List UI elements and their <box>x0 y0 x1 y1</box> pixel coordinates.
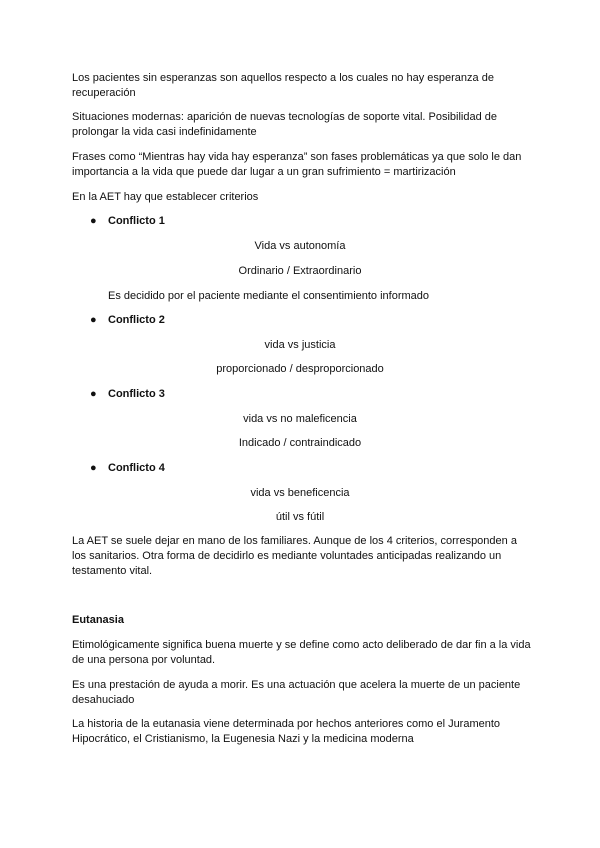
eutanasia-heading: Eutanasia <box>72 614 124 626</box>
eutanasia-paragraph-2: Es una prestación de ayuda a morir. Es una actuación que acelera la muerte de un paciente desahuciado <box>72 679 521 706</box>
bullet-icon: ● <box>90 388 97 400</box>
conflict-4-line-1: vida vs beneficencia <box>250 487 350 499</box>
conflict-2-line-1: vida vs justicia <box>264 339 336 351</box>
conflict-4-line-2: útil vs fútil <box>275 511 325 523</box>
conflict-3-title: Conflicto 3 <box>108 388 165 400</box>
intro-paragraph-3: Frases como “Mientras hay vida hay esperanza” son fases problemáticas ya que solo le dan importancia a la vida que puede dar lugar a un gran sufrimiento = martirización <box>72 151 522 178</box>
conflict-2-line-2: proporcionado / desproporcionado <box>216 363 384 375</box>
conflict-4-item <box>90 461 165 476</box>
conflict-3-item <box>90 387 165 402</box>
conflict-1-note: Es decidido por el paciente mediante el consentimiento informado <box>108 290 430 302</box>
intro-paragraph-1: Los pacientes sin esperanzas son aquellos respecto a los cuales no hay esperanza de recuperación <box>72 72 494 99</box>
conflict-3-line-1: vida vs no maleficencia <box>243 413 357 425</box>
closing-paragraph: La AET se suele dejar en mano de los familiares. Aunque de los 4 criterios, corresponden a los sanitarios. Otra forma de decidirlo es mediante voluntades anticipadas realizando un testamento vital. <box>72 535 517 577</box>
conflict-1-line-2: Ordinario / Extraordinario <box>238 265 362 277</box>
conflict-4-title: Conflicto 4 <box>108 462 165 474</box>
bullet-icon: ● <box>90 314 97 326</box>
bullet-icon: ● <box>90 215 97 227</box>
intro-paragraph-2: Situaciones modernas: aparición de nuevas tecnologías de soporte vital. Posibilidad de prolongar la vida casi indefinidamente <box>72 111 497 138</box>
eutanasia-paragraph-3: La historia de la eutanasia viene determinada por hechos anteriores como el Juramento Hipocrático, el Cristianismo, la Eugenesia Nazi y la medicina moderna <box>72 718 501 745</box>
conflict-1-item <box>90 214 165 229</box>
conflict-1-line-1: Vida vs autonomía <box>254 240 346 252</box>
conflict-2-title: Conflicto 2 <box>108 314 165 326</box>
eutanasia-paragraph-1: Etimológicamente significa buena muerte y se define como acto deliberado de dar fin a la vida de una persona por voluntad. <box>72 639 531 666</box>
bullet-icon: ● <box>90 462 97 474</box>
intro-paragraph-4: En la AET hay que establecer criterios <box>72 191 259 203</box>
conflict-2-item <box>90 313 165 328</box>
conflict-1-title: Conflicto 1 <box>108 215 165 227</box>
conflict-3-line-2: Indicado / contraindicado <box>238 437 362 449</box>
